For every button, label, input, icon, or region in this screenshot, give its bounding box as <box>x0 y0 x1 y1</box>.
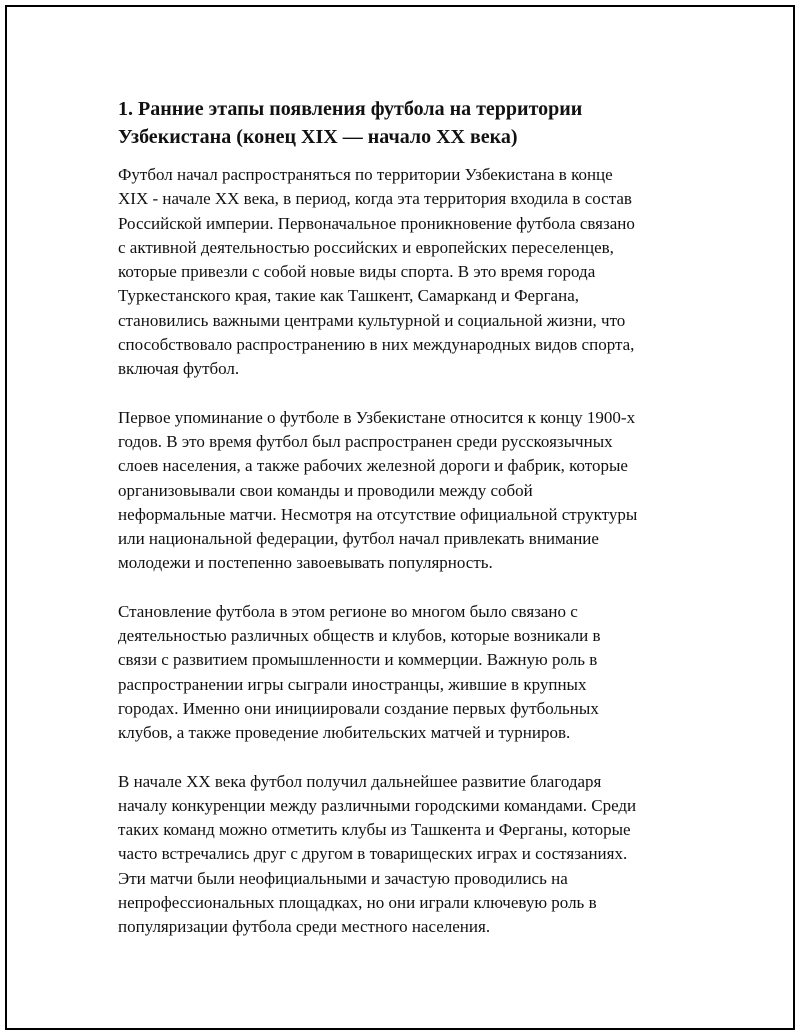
paragraph-3: Становление футбола в этом регионе во многом было связано с деятельностью различных обществ и клубов, которые возникали в связи с развитием промышленности и коммерции. Важную роль в распространении игры сыграли иностранцы, жившие в крупных городах. Именно они инициировали создание первых футбольных клубов, а также проведение любительских матчей и турниров. <box>118 601 601 743</box>
section-heading: 1. Ранние этапы появления футбола на территории Узбекистана (конец XIX — начало XX века) <box>118 98 583 148</box>
paragraph-1: Футбол начал распространяться по территории Узбекистана в конце XIX - начале XX века, в период, когда эта территория входила в состав Российской империи. Первоначальное проникновение футбола связано с активной деятельностью российских и европейских переселенцев, которые привезли с собой новые виды спорта. В это время города Туркестанского края, такие как Ташкент, Самарканд и Фергана, становились важными центрами культурной и социальной жизни, что способствовало распространению в них международных видов спорта, включая футбол. <box>118 165 635 379</box>
document-page <box>118 95 688 940</box>
paragraph-2: Первое упоминание о футболе в Узбекистане относится к концу 1900-х годов. В это время футбол был распространен среди русскоязычных слоев населения, а также рабочих железной дороги и фабрик, которые организовывали свои команды и проводили между собой неформальные матчи. Несмотря на отсутствие официальной структуры или национальной федерации, футбол начал привлекать внимание молодежи и постепенно завоевывать популярность. <box>118 407 638 573</box>
section-body <box>118 163 688 940</box>
paragraph-4: В начале XX века футбол получил дальнейшее развитие благодаря началу конкуренции между различными городскими командами. Среди таких команд можно отметить клубы из Ташкента и Ферганы, которые часто встречались друг с другом в товарищеских играх и состязаниях. Эти матчи были неофициальными и зачастую проводились на непрофессиональных площадках, но они играли ключевую роль в популяризации футбола среди местного населения. <box>118 771 637 937</box>
